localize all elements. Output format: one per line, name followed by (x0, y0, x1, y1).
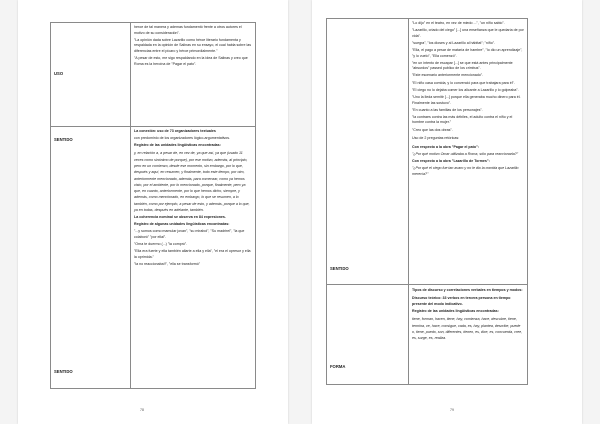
row-label-sentido: SENTIDO (327, 19, 409, 285)
uso-paragraph-2: "La opinión dada sobre Lazarillo como héroe literario fundamenta y respaldada en la opinión de Salinas en su ensayo, el cual habla sobre las diferencias entre el pícaro y héroe primordialmente." (134, 37, 252, 53)
rhetorical-question-1: "¿Por qué motivo Omar utilizaba a Roma, sólo para reaccionarla?" (412, 151, 519, 156)
sentido-content (131, 127, 256, 389)
sentido-cont-content (409, 19, 528, 285)
row-label-forma: FORMA (327, 285, 409, 385)
quote-9: "Uno la lleda semitir [...] porque ella generaba mucho dinero para él. Finalmente las sostuvo". (412, 94, 521, 105)
uso-content (131, 23, 256, 127)
quote-2: "Orna te duermo (...) "la compró". (134, 241, 188, 246)
row-label-sentido-top: SENTIDO (54, 137, 73, 142)
page-number: 78 (140, 408, 144, 412)
rhetorical-question-2: "¿Por qué el ciego fue tan avaro y no le dio la comida que Lazarillo merecía?" (412, 166, 519, 176)
quote-6: "Este escenario anteriormente mencionado". (412, 73, 484, 78)
registro-heading: Registro de las unidades lingüísticas encontradas: (134, 143, 221, 148)
table-row-forma (327, 285, 528, 385)
forma-content (409, 285, 528, 385)
registro-verbos-heading: Registro de las unidades lingüísticas encontradas: (412, 309, 499, 314)
verbos-list: tiene, forman, hacen, tiene, hay, comienza, hace, descubre, tiene, termina, ve, hace, consigue, cada, es, hay, plantea, describe, puede o, tiene, puedo, son, diferentes, tienen, es, dice, es, concuerda, cree, es, surge, es, realiza. (412, 317, 523, 341)
right-analysis-table (326, 18, 528, 385)
conexion-paragraph: con predominio de los organizadores lógico-argumentativos. (134, 136, 231, 141)
uso-paragraph-1: heroe de tal manera y ademas fundamentó frente a otros autores el motivo de su consideración". (134, 25, 242, 35)
right-page (312, 0, 582, 424)
table-row-sentido-cont (327, 19, 528, 285)
quote-3: "Ella era fuerte y ella también allarte a ella y ella", "el era el opresor y ella la oprimida." (134, 249, 251, 259)
uso-paragraph-3: "A pesar de esto, me sigo respaldando en la idea de Salinas y creo que Roma es la heroína de "Pagar el pato". (134, 56, 248, 66)
obra-heading-1: Con respecto a la obra "Pagar el pato": (412, 144, 479, 149)
quote-10: "En cuanto a las familias de los personajes". (412, 107, 483, 112)
quote-11: "la contraes contra las más débiles, el adulto contra el niño y el hombre contra la mujer." (412, 114, 513, 125)
table-row-sentido (51, 127, 256, 389)
quote-1: "...y somos como mamular jovan", "su mirabol", "Su madrirel", "la que colaboró" "por ellal". (134, 229, 245, 239)
quote-8: "El ciego no lo dejaba comer los alicante a Lazarillo y lo golpeaba". (412, 87, 519, 92)
registro-nominal-heading: Registro de algunas unidades lingüísticas encontradas: (134, 222, 230, 227)
preguntas-retoricas-line: Uso de 2 preguntas retóricas: (412, 136, 460, 141)
table-row-uso (51, 23, 256, 127)
obra-heading-2: Con respecto a la obra "Lazarillo de Tormes": (412, 158, 490, 163)
left-analysis-table (50, 22, 256, 389)
conexion-heading: La conexión: uso de 73 organizadores textuales (134, 129, 216, 133)
coherencia-heading: La coherencia nominal se observa en 84 expresiones. (134, 214, 226, 219)
row-label-sentido-bottom: SENTIDO (54, 368, 73, 374)
quote-12: "Creo que las dos obras". (412, 127, 453, 132)
quote-7: "El niño casa comida, y lo convenció para que trabajara para él". (412, 80, 515, 85)
row-label-uso: USO (51, 23, 131, 127)
quote-5: "en un intento de escapar [...] se que está antes principalmente "absurdos" passed publico de los crimbus". (412, 60, 513, 71)
quote-2: "Lazarillo, criado del ciego" [...] una enseñanza que le quedaría de por vida". (412, 28, 524, 38)
quote-4: "Ella, el pago a pesar de mataría de hambre", "lo dio un aprendizaje", "y lo vuelo", "Ella comenzó". (412, 48, 523, 58)
quote-1: "Lo dijo" en el teatro, en vez de miedo ...", "un niño sabio". (412, 21, 505, 25)
quote-4: "la no reaccionaba!!", "ella se transformó" (134, 261, 201, 266)
discurso-teorico: Discurso teórico: 33 verbos en tercera persona en tiempo presente del modo indicativo. (412, 296, 511, 307)
discurso-heading: Tipos de discurso y correlaciones verbales en tiempos y modos: (412, 288, 523, 292)
left-page (18, 0, 288, 424)
organizadores-list: y, en relación a, a pesar de, en vez de, ya que así, ya que (usado 11 veces como sinónimo de porque), por ese motivo, además, al principio, pero en un comienzo, desde ese momento, sin embargo, por lo que, después y aquí, en resumen, y finalmente, todo este tiempo, por otro, anteriormente mencionado, además, para comenzar, como ya hemos visto, por el ambiente, por lo mencionado, porque, finalmente, pero ya que, en cuanto, anteriormente, por lo que hemos dicho, siempre, y además, como mencionado, en embargo, lo que se resumen, a lo también, como por ejemplo, a pesar de esto, y además, porque a lo que, ya en todas, después en adelante, también. (134, 151, 250, 212)
quote-3: "suegra", "los dioses y al Lazarillo al hábitat"; "niño". (412, 40, 495, 45)
page-number: 79 (450, 408, 454, 412)
row-label-cell-sentido (51, 127, 131, 389)
